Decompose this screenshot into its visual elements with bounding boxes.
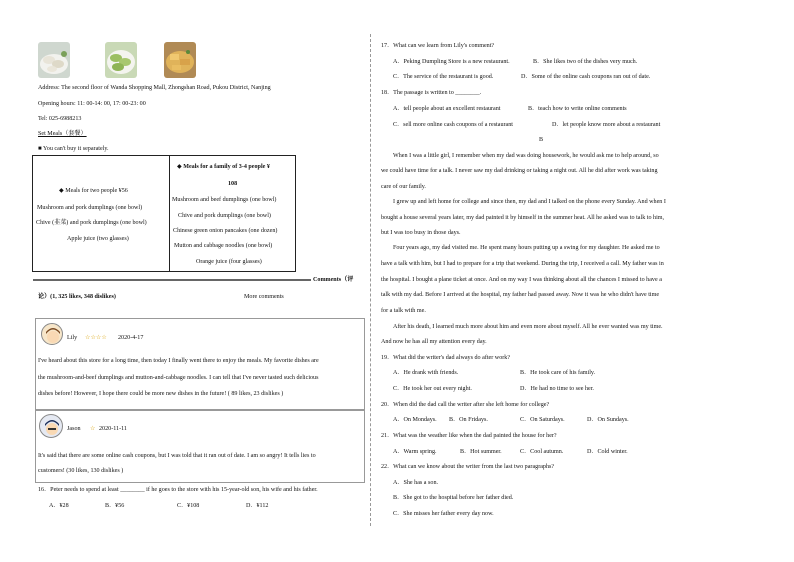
lily-stars: ☆☆☆☆ (85, 335, 107, 341)
family-head: ◆ Meals for a family of 3-4 people ¥ (177, 164, 270, 170)
passage-line: we could have time for a talk. I never saw my dad drinking or taking a night out. All he did after work was taking (381, 168, 658, 174)
q18-option-a: A．tell people about an excellent restaurant (393, 106, 501, 112)
q16-option-a: A．¥28 (49, 503, 69, 509)
menu-family-item: Chinese green onion pancakes (one dozen) (173, 228, 278, 234)
passage-line: And now he has all my attention every day. (381, 339, 487, 345)
jason-avatar (39, 414, 63, 438)
menu-two-item: Mushroom and pork dumplings (one bowl) (37, 205, 143, 211)
pancakes-photo (164, 42, 196, 78)
q19-option-b: B．He took care of his family. (520, 370, 596, 376)
jason-comment-line: customers! (30 likes, 130 dislikes ) (38, 468, 124, 474)
q17-option-d: D．Some of the online cash coupons ran out of date. (521, 74, 651, 80)
q20-option-b: B．On Fridays. (449, 417, 488, 423)
passage-line: When I was a little girl, I remember when my dad was doing housework, he would ask me to help around, so (393, 153, 659, 159)
jason-comment-line: It's said that there are some online cash coupons, but I was told that it ran out of date. I am so angry! It tells lies to (38, 453, 316, 459)
passage-line: I grew up and left home for college and since then, my dad and I talked on the phone every Sunday. And when I (393, 199, 666, 205)
section-b-heading: B (539, 137, 544, 143)
q18-option-c: C．sell more online cash coupons of a restaurant (393, 122, 513, 128)
q18-option-b: B．teach how to write online comments (528, 106, 627, 112)
question-17: 17．What can we learn from Lily's comment? (381, 43, 495, 49)
lily-name: Lily (67, 335, 78, 341)
set-meals-heading: Set Meals（套餐） (38, 131, 87, 137)
q21-option-a: A．Warm spring. (393, 449, 437, 455)
family-price: 108 (228, 181, 238, 187)
address: Address: The second floor of Wanda Shopping Mall, Zhongshan Road, Pukou District, Nanjing (38, 85, 271, 91)
question-20: 20．When did the dad call the writer after she left home for college? (381, 402, 550, 408)
menu-family-item: Orange juice (four glasses) (196, 259, 262, 265)
lily-comment-line: dishes before! However, I hope there could be more new dishes in the future! ( 89 likes, 23 dislikes ) (38, 391, 284, 397)
menu-two-item: Chive (韭菜) and pork dumplings (one bowl) (36, 220, 147, 226)
menu-family-item: Mutton and cabbage noodles (one bowl) (174, 243, 273, 249)
passage-line: After his death, I learned much more about him and even more about myself. All he ever wanted was my time. (393, 324, 663, 330)
q17-option-a: A．Peking Dumpling Store is a new restaurant. (393, 59, 510, 65)
lily-comment-line: I've heard about this store for a long time, then today I finally went there to enjoy the meals. My favorite dishes are (38, 358, 319, 364)
passage-line: the hospital. I bought a plane ticket at once. And on my way I was thinking about all the chances I missed to have a (381, 277, 662, 283)
passage-line: bought a house several years later, my dad painted it by himself in the summer heat. All he asked was to talk to him, (381, 215, 665, 221)
q20-option-c: C．On Saturdays. (520, 417, 565, 423)
q16-option-c: C．¥108 (177, 503, 200, 509)
passage-line: talk with my dad. Before I arrived at the hospital, my father had passed away. Now it was he who didn't have time (381, 292, 660, 298)
passage-line: have a talk with him, but I had to prepare for a trip that weekend. During the trip, I received a call. My father was in (381, 261, 664, 267)
lily-comment-line: the mushroom-and-beef dumplings and mutton-and-cabbage noodles. I can tell that I've never tasted such delicious (38, 375, 319, 381)
lily-date: 2020-4-17 (118, 335, 144, 341)
q19-option-c: C．He took her out every night. (393, 386, 472, 392)
passage-line: Four years ago, my dad visited me. He spent many hours putting up a swing for my daughter. He asked me to (393, 245, 660, 251)
comments-rule (33, 279, 311, 281)
telephone: Tel: 025-6988213 (38, 116, 82, 122)
question-18: 18．The passage is written to ________. (381, 90, 482, 96)
jason-name: Jason (67, 426, 81, 432)
passage-line: for a talk with me. (381, 308, 426, 314)
q16-option-b: B．¥56 (105, 503, 125, 509)
question-16: 16．Peter needs to spend at least ________ if he goes to the store with his 15-year-old son, his wife and his father. (38, 487, 318, 493)
question-19: 19．What did the writer's dad always do after work? (381, 355, 511, 361)
q21-option-d: D．Cold winter. (587, 449, 628, 455)
q21-option-b: B．Hot summer. (460, 449, 502, 455)
opening-hours: Opening hours: 11: 00-14: 00, 17: 00-23: 00 (38, 101, 146, 107)
q17-option-c: C．The service of the restaurant is good. (393, 74, 494, 80)
passage-line: care of our family. (381, 184, 426, 190)
q22-option-a: A．She has a son. (393, 480, 439, 486)
q19-option-d: D．He had no time to see her. (520, 386, 594, 392)
q22-option-c: C．She misses her father every day now. (393, 511, 494, 517)
two-people-head: ◆ Meals for two people ¥56 (59, 188, 128, 194)
q19-option-a: A．He drank with friends. (393, 370, 459, 376)
jason-stars: ☆ (90, 426, 96, 432)
jason-date: 2020-11-11 (99, 426, 127, 432)
q20-option-a: A．On Mondays. (393, 417, 437, 423)
q16-option-d: D．¥112 (246, 503, 269, 509)
comments-label: Comments（评 (313, 277, 354, 283)
lily-avatar (41, 323, 63, 345)
q20-option-d: D．On Sundays. (587, 417, 629, 423)
dumplings-photo-1 (38, 42, 70, 78)
comments-count: 论）(1, 325 likes, 348 dislikes) (38, 294, 116, 300)
q21-option-c: C．Cool autumn. (520, 449, 564, 455)
q22-option-b: B．She got to the hospital before her father died. (393, 495, 514, 501)
menu-two-item: Apple juice (two glasses) (67, 236, 129, 242)
separate-note: ■ You can't buy it separately. (38, 146, 109, 152)
column-divider (370, 34, 371, 526)
green-dumplings-photo (105, 42, 137, 78)
menu-family-item: Chive and pork dumplings (one bowl) (178, 213, 271, 219)
menu-family-item: Mushroom and beef dumplings (one bowl) (172, 197, 277, 203)
q17-option-b: B．She likes two of the dishes very much. (533, 59, 638, 65)
question-22: 22．What can we know about the writer from the last two paragraphs? (381, 464, 555, 470)
passage-line: but I was too busy in those days. (381, 230, 461, 236)
more-comments-link[interactable]: More comments (244, 294, 284, 300)
question-21: 21．What was the weather like when the dad painted the house for her? (381, 433, 557, 439)
q18-option-d: D．let people know more about a restaurant (552, 122, 661, 128)
